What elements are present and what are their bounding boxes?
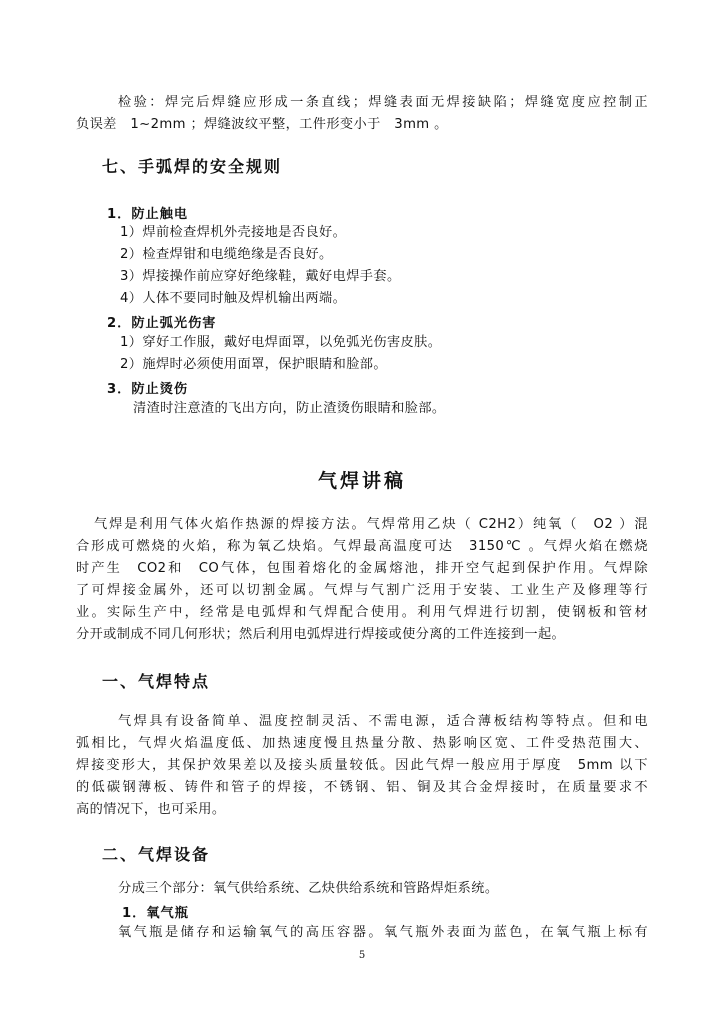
equipment-intro: 分成三个部分：氧气供给系统、乙炔供给系统和管路焊炬系统。 <box>118 881 499 896</box>
section-1-heading: 一、气焊特点 <box>102 672 211 691</box>
list-item: 4）人体不要同时触及焊机输出两端。 <box>120 291 347 306</box>
list-item: 2）施焊时必须使用面罩，保护眼睛和脸部。 <box>120 357 387 372</box>
sub-heading-oxygen-cylinder: 1．氧气瓶 <box>122 906 189 921</box>
intro-line: 气焊是利用气体火焰作热源的焊接方法。气焊常用乙炔（ C2H2）纯氧（ O2 ）混 <box>94 517 648 532</box>
list-item: 2）检查焊钳和电缆绝缘是否良好。 <box>120 247 333 262</box>
section-7-heading: 七、手弧焊的安全规则 <box>102 157 283 176</box>
features-line: 高的情况下，也可采用。 <box>76 802 226 817</box>
inspection-line-1: 检验：焊完后焊缝应形成一条直线；焊缝表面无焊接缺陷；焊缝宽度应控制正 <box>118 95 648 110</box>
inspection-line-2: 负误差 1~2mm ；焊缝波纹平整，工件形变小于 3mm 。 <box>76 117 448 132</box>
intro-line: 了可焊接金属外，还可以切割金属。气焊与气割广泛用于安装、工业生产及修理等行 <box>76 583 648 598</box>
list-item: 1）焊前检查焊机外壳接地是否良好。 <box>120 225 347 240</box>
list-item: 3）焊接操作前应穿好绝缘鞋，戴好电焊手套。 <box>120 269 401 284</box>
section-2-heading: 二、气焊设备 <box>102 845 211 864</box>
features-line: 气焊具有设备简单、温度控制灵活、不需电源，适合薄板结构等特点。但和电 <box>118 714 648 729</box>
intro-line: 合形成可燃烧的火焰，称为氧乙炔焰。气焊最高温度可达 3150℃ 。气焊火焰在燃烧 <box>76 539 648 554</box>
page-number: 5 <box>358 950 366 961</box>
sub-heading-prevent-burns: 3．防止烫伤 <box>107 382 189 397</box>
lecture-title: 气焊讲稿 <box>317 470 406 492</box>
features-line: 焊接变形大，其保护效果差以及接头质量较低。因此气焊一般应用于厚度 5mm 以下 <box>76 758 648 773</box>
features-line: 弧相比，气焊火焰温度低、加热速度慢且热量分散、热影响区宽、工件受热范围大、 <box>76 736 648 751</box>
burn-prevention-text: 清渣时注意渣的飞出方向，防止渣烫伤眼睛和脸部。 <box>133 401 446 416</box>
features-line: 的低碳钢薄板、铸件和管子的焊接，不锈钢、铝、铜及其合金焊接时，在质量要求不 <box>76 780 648 795</box>
list-item: 1）穿好工作服，戴好电焊面罩，以免弧光伤害皮肤。 <box>120 335 442 350</box>
oxygen-cylinder-text: 氧气瓶是储存和运输氧气的高压容器。氧气瓶外表面为蓝色，在氧气瓶上标有 <box>118 925 648 940</box>
intro-line: 分开或制成不同几何形状；然后利用电弧焊进行焊接或使分离的工件连接到一起。 <box>76 627 566 642</box>
intro-line: 业。实际生产中，经常是电弧焊和气焊配合使用。利用气焊进行切割，使钢板和管材 <box>76 605 648 620</box>
intro-line: 时产生 CO2和 CO气体，包围着熔化的金属熔池，排开空气起到保护作用。气焊除 <box>76 561 648 576</box>
sub-heading-prevent-arc-injury: 2．防止弧光伤害 <box>107 316 217 331</box>
sub-heading-prevent-electric-shock: 1．防止触电 <box>107 207 189 222</box>
